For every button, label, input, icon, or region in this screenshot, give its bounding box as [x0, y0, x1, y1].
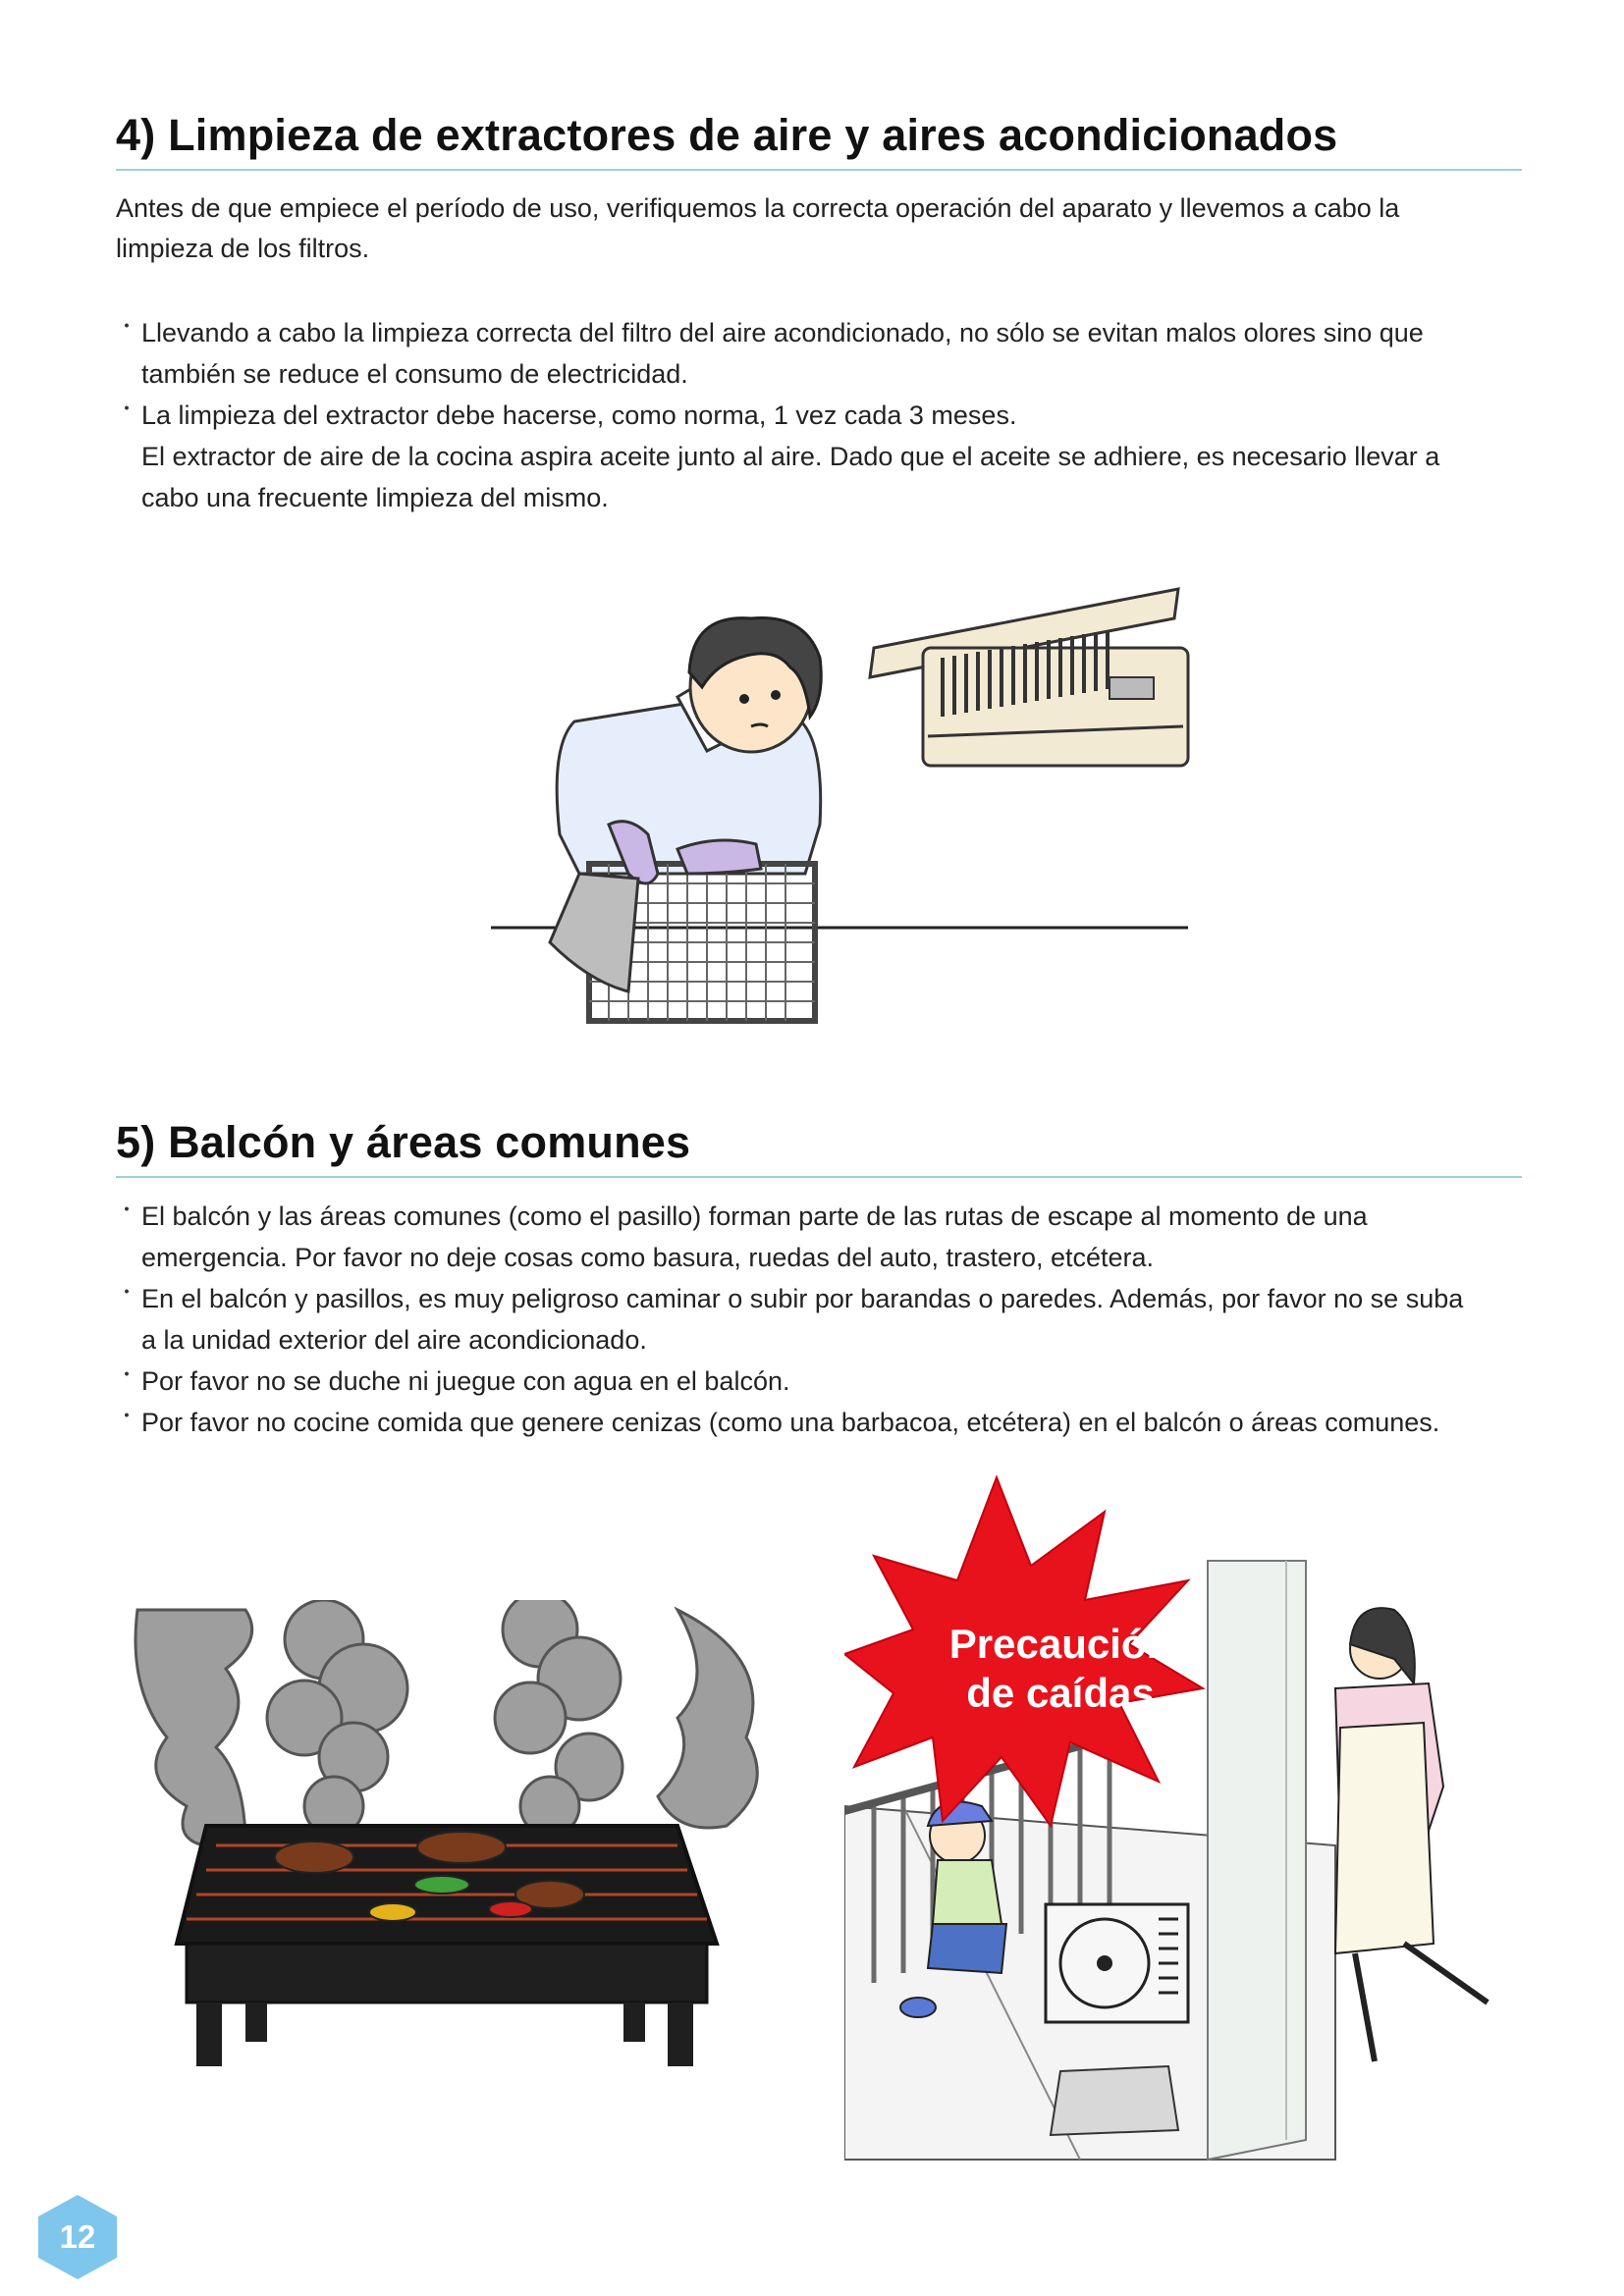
intro-line-1: Antes de que empiece el período de uso, verifiquemos la correcta operación del aparato y llevemos a cabo la [116, 193, 1400, 223]
list-item [116, 1278, 1530, 1361]
bullet-dot: ・ [116, 1362, 138, 1387]
bullet-text: cabo una frecuente limpieza del mismo. [141, 483, 609, 512]
list-item [116, 312, 1530, 395]
list-item [116, 1402, 1530, 1443]
page-number-badge [33, 2193, 122, 2281]
bullet-dot: ・ [116, 397, 138, 421]
intro-line-2: limpieza de los filtros. [116, 234, 370, 263]
bullet-text: El balcón y las áreas comunes (como el pasillo) forman parte de las rutas de escape al momento de una [141, 1201, 1368, 1231]
balcony-fall-illustration [844, 1472, 1532, 2169]
bullet-dot: ・ [116, 1280, 138, 1305]
section-4-bullets [116, 312, 1530, 518]
list-item [116, 395, 1530, 518]
bullet-text: La limpieza del extractor debe hacerse, como norma, 1 vez cada 3 meses. [141, 400, 1017, 430]
bullet-text: Por favor no se duche ni juegue con agua en el balcón. [141, 1366, 790, 1396]
section-4-title: 4) Limpieza de extractores de aire y aires acondicionados [116, 110, 1338, 160]
bullet-text: Por favor no cocine comida que genere cenizas (como una barbacoa, etcétera) en el balcón o áreas comunes. [141, 1408, 1440, 1437]
fall-caution-line-2: de caídas [966, 1670, 1155, 1716]
bullet-dot: ・ [116, 314, 138, 339]
section-5-bullets [116, 1196, 1530, 1443]
air-conditioner-icon [870, 589, 1188, 766]
bullet-text: El extractor de aire de la cocina aspira aceite junto al aire. Dado que el aceite se adhiere, es necesario llevar a [141, 442, 1440, 471]
section-5-title: 5) Balcón y áreas comunes [116, 1117, 691, 1167]
bullet-text: a la unidad exterior del aire acondicionado. [141, 1325, 647, 1355]
man-figure [550, 618, 821, 1022]
list-item [116, 1196, 1530, 1278]
bullet-dot: ・ [116, 1198, 138, 1222]
barbecue-illustration [128, 1600, 785, 2071]
section-5-rule [116, 1176, 1522, 1178]
fall-caution-line-1: Precaución [948, 1621, 1172, 1667]
fall-caution-label [913, 1620, 1208, 1718]
page-number: 12 [59, 2218, 96, 2255]
bullet-text: Llevando a cabo la limpieza correcta del filtro del aire acondicionado, no sólo se evitan malos olores sino que [141, 318, 1424, 347]
filter-cleaning-illustration [481, 579, 1208, 1031]
section-4-intro [116, 188, 1520, 269]
outdoor-ac-unit-icon [1046, 1904, 1188, 2022]
bullet-dot: ・ [116, 1404, 138, 1428]
bullet-text: emergencia. Por favor no deje cosas como basura, ruedas del auto, trastero, etcétera. [141, 1243, 1155, 1272]
bullet-text: también se reduce el consumo de electricidad. [141, 359, 688, 389]
bullet-text: En el balcón y pasillos, es muy peligroso caminar o subir por barandas o paredes. Además, por favor no se suba [141, 1284, 1464, 1313]
woman-figure [1335, 1608, 1488, 2061]
section-4-rule [116, 169, 1522, 171]
list-item [116, 1361, 1530, 1402]
